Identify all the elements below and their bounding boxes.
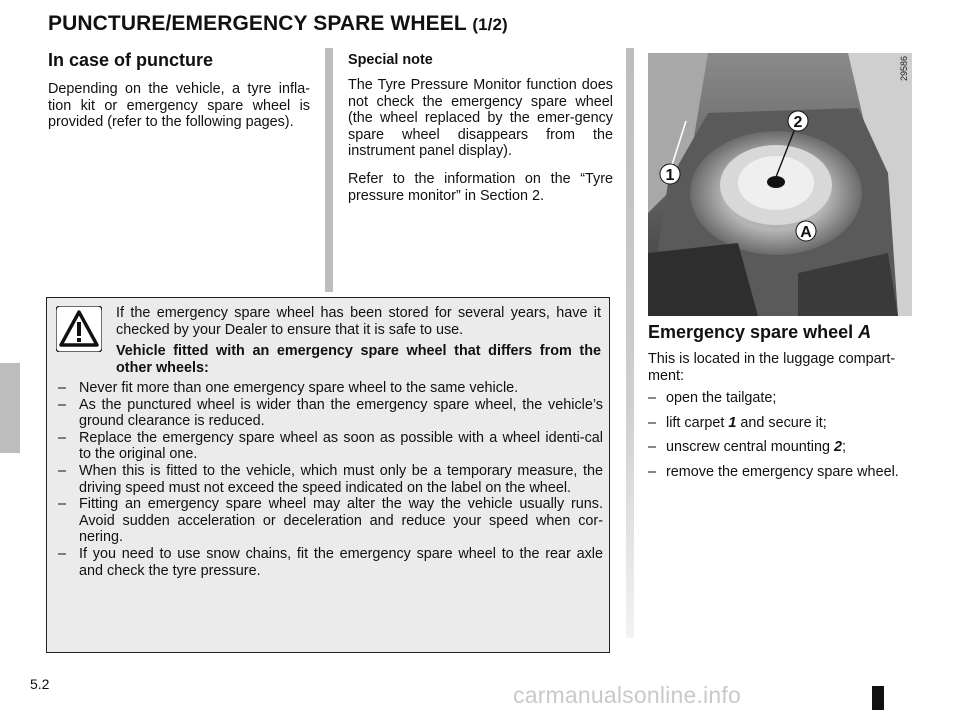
special-note-paragraph-1: The Tyre Pressure Monitor function does not check the emergency spare wheel (the wheel replaced by the emer-gency spare wheel disappears from the instrument panel display).	[348, 77, 613, 160]
spare-wheel-photo	[648, 53, 912, 316]
warning-list	[58, 380, 603, 579]
list-item	[58, 430, 603, 463]
list-dash: –	[58, 462, 67, 479]
list-dash: –	[648, 439, 657, 456]
list-dash: –	[58, 429, 67, 446]
list-item-text: When this is fitted to the vehicle, which must only be a temporary measure, the driving speed must not exceed the speed indicated on the label on the wheel.	[79, 462, 603, 496]
puncture-text: Depending on the vehicle, a tyre infla-tion kit or emergency spare wheel is provided (refer to the following pages).	[48, 81, 310, 131]
list-item-text-before: unscrew central mounting	[666, 439, 834, 456]
list-dash: –	[58, 545, 67, 562]
callout-a	[796, 221, 816, 241]
svg-text:2: 2	[793, 114, 803, 131]
list-item-ref: 1	[728, 414, 737, 431]
list-item	[58, 380, 603, 397]
list-item-ref: 2	[833, 439, 842, 456]
list-item	[648, 464, 916, 481]
list-item-text-before: lift carpet	[666, 414, 729, 431]
list-item	[648, 390, 916, 407]
list-item	[58, 397, 603, 430]
list-item-text	[666, 439, 846, 456]
svg-text:1: 1	[665, 167, 675, 184]
list-item-text: As the punctured wheel is wider than the emergency spare wheel, the vehicle’s ground clearance is reduced.	[79, 396, 603, 430]
page-number: 5.2	[30, 676, 50, 692]
right-column-divider	[626, 48, 634, 638]
list-dash: –	[648, 463, 657, 480]
list-dash: –	[648, 414, 657, 431]
section-tab	[0, 363, 20, 453]
special-note-label: Special note	[348, 52, 433, 68]
list-item-text: remove the emergency spare wheel.	[666, 463, 899, 480]
list-item-text: Never fit more than one emergency spare wheel to the same vehicle.	[79, 380, 519, 396]
figure-reference-code: 29586	[899, 56, 909, 82]
warning-triangle-icon	[56, 306, 102, 352]
list-item	[58, 463, 603, 496]
list-item	[648, 415, 916, 432]
page-title-part: (1/2)	[472, 15, 508, 34]
puncture-section	[48, 50, 310, 131]
warning-paragraph-1: If the emergency spare wheel has been stored for several years, have it checked by your Dealer to ensure that it is safe to use.	[116, 305, 601, 338]
watermark: carmanualsonline.info	[513, 682, 741, 708]
puncture-heading: In case of puncture	[48, 50, 214, 70]
list-item-text-after: and secure it;	[736, 414, 827, 431]
corner-mark	[872, 686, 884, 710]
spare-wheel-intro: This is located in the luggage compart-ment:	[648, 351, 896, 384]
list-dash: –	[58, 396, 67, 413]
spare-wheel-heading-text: Emergency spare wheel	[648, 322, 854, 342]
warning-paragraph-2: Vehicle fitted with an emergency spare wheel that differs from the other wheels:	[116, 343, 601, 376]
list-item	[58, 496, 603, 546]
spare-wheel-steps	[648, 390, 916, 480]
list-item	[58, 546, 603, 579]
list-item-text: If you need to use snow chains, fit the emergency spare wheel to the rear axle and check the tyre pressure.	[79, 545, 603, 579]
spare-wheel-illustration	[648, 53, 912, 316]
list-dash: –	[58, 380, 67, 396]
spare-wheel-section	[648, 322, 916, 489]
callout-1	[660, 164, 680, 184]
list-item	[648, 439, 916, 456]
list-item-text: open the tailgate;	[666, 390, 777, 407]
spare-wheel-heading-ref: A	[858, 322, 872, 342]
page-title	[48, 12, 508, 36]
list-dash: –	[648, 390, 657, 407]
list-item-text: Fitting an emergency spare wheel may alter the way the vehicle usually runs. Avoid sudden acceleration or deceleration and reduce your speed when cor-nering.	[79, 496, 603, 546]
list-item-text-after: ;	[842, 439, 846, 456]
special-note-paragraph-2: Refer to the information on the “Tyre pressure monitor” in Section 2.	[348, 170, 613, 204]
special-note-section	[348, 52, 613, 204]
page-title-text: PUNCTURE/EMERGENCY SPARE WHEEL	[48, 12, 467, 35]
list-item-text: Replace the emergency spare wheel as soon as possible with a wheel identi-cal to the original one.	[79, 429, 603, 463]
list-dash: –	[58, 496, 67, 513]
warning-intro	[116, 305, 601, 376]
list-item-text	[666, 415, 827, 432]
callout-2	[788, 111, 808, 131]
spare-wheel-heading	[648, 322, 916, 343]
column-divider	[325, 48, 333, 292]
svg-text:A: A	[800, 224, 812, 241]
